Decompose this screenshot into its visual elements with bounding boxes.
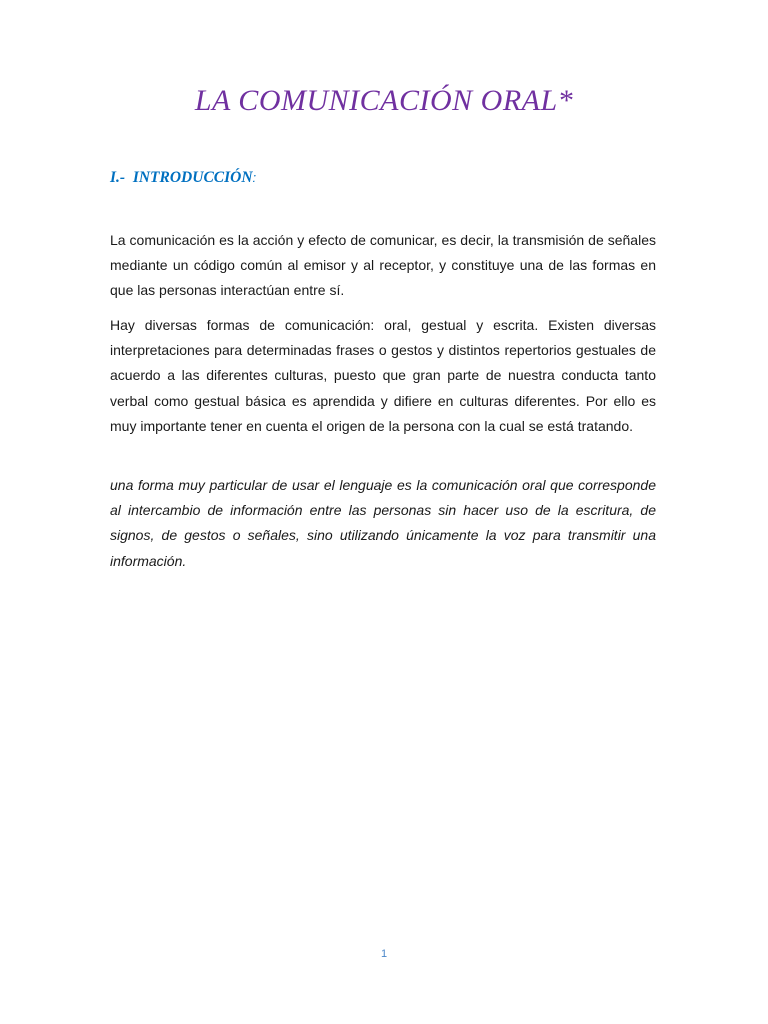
section-number: I.-: [110, 169, 126, 186]
document-title: LA COMUNICACIÓN ORAL*: [194, 84, 574, 117]
paragraph-forms: Hay diversas formas de comunicación: oral, gestual y escrita. Existen diversas interpretaciones para determinadas frases o gestos y distintos repertorios gestuales de acuerdo a las diferentes culturas, puesto que gran parte de nuestra conducta tanto verbal como gestual básica es aprendida y difiere en culturas diferentes. Por ello es muy importante tener en cuenta el origen de la persona con la cual se está tratando.: [110, 317, 656, 434]
paragraph-intro: La comunicación es la acción y efecto de comunicar, es decir, la transmisión de señales mediante un código común al emisor y al receptor, y constituye una de las formas en que las personas interactúan entre sí.: [110, 232, 656, 299]
section-heading: [110, 169, 256, 187]
section-heading-colon: :: [252, 170, 257, 185]
page-number: 1: [380, 948, 388, 960]
paragraph-oral: una forma muy particular de usar el lenguaje es la comunicación oral que corresponde al intercambio de información entre las personas sin hacer uso de la escritura, de signos, de gestos o señales, sino utilizando únicamente la voz para transmitir una información.: [110, 477, 656, 569]
section-heading-text: INTRODUCCIÓN: [132, 169, 253, 186]
